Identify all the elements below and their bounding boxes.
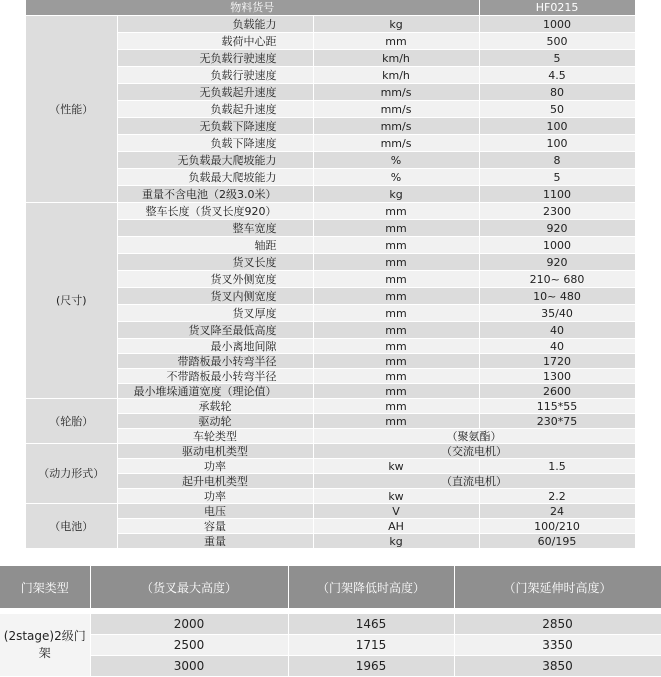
spec-value: 50: [479, 101, 635, 118]
spec-value: 230*75: [479, 414, 635, 429]
spec-value: 5: [479, 169, 635, 186]
spec-name: 货叉长度: [117, 254, 313, 271]
spec-value: 10~ 480: [479, 288, 635, 305]
spec-name: 整车宽度: [117, 220, 313, 237]
spec-unit: mm: [313, 220, 479, 237]
spec-value: 500: [479, 33, 635, 50]
spec-name: 负载起升速度: [117, 101, 313, 118]
category-battery: （电池）: [26, 504, 117, 549]
spec-table: [26, 0, 636, 549]
header-label: 物料货号: [26, 0, 479, 16]
mast-cell: 3350: [454, 635, 661, 656]
spec-name: 无负载最大爬坡能力: [117, 152, 313, 169]
mast-row: [0, 635, 661, 656]
spec-value: （直流电机）: [313, 474, 635, 489]
mast-cell: 2850: [454, 614, 661, 635]
spec-unit: kw: [313, 489, 479, 504]
spec-name: 负载下降速度: [117, 135, 313, 152]
spec-value: 920: [479, 220, 635, 237]
spec-value: 1300: [479, 369, 635, 384]
spec-name: 起升电机类型: [117, 474, 313, 489]
spec-unit: V: [313, 504, 479, 519]
spec-name: 带踏板最小转弯半径: [117, 354, 313, 369]
spec-unit: mm: [313, 305, 479, 322]
spec-value: 920: [479, 254, 635, 271]
mast-cell: 1965: [288, 656, 454, 677]
spec-value: 1000: [479, 16, 635, 33]
spec-unit: mm: [313, 322, 479, 339]
mast-cell: 1465: [288, 614, 454, 635]
spec-value: 100: [479, 135, 635, 152]
category-tires: （轮胎）: [26, 399, 117, 444]
spec-name: 货叉厚度: [117, 305, 313, 322]
spec-unit: mm/s: [313, 101, 479, 118]
spec-unit: mm: [313, 288, 479, 305]
mast-table: [0, 566, 661, 677]
mast-row: [0, 614, 661, 635]
spec-name: 不带踏板最小转弯半径: [117, 369, 313, 384]
spec-value: 100/210: [479, 519, 635, 534]
spec-value: 5: [479, 50, 635, 67]
spec-unit: mm: [313, 384, 479, 399]
mast-type-label: (2stage)2级门架: [0, 614, 90, 677]
spec-unit: %: [313, 152, 479, 169]
mast-header-type: 门架类型: [0, 566, 90, 608]
spec-name: 承载轮: [117, 399, 313, 414]
spec-name: 负载行驶速度: [117, 67, 313, 84]
spec-name: 容量: [117, 519, 313, 534]
spec-name: 电压: [117, 504, 313, 519]
spec-unit: km/h: [313, 67, 479, 84]
spec-name: 整车长度（货叉长度920）: [117, 203, 313, 220]
spec-value: 100: [479, 118, 635, 135]
spec-name: 最小堆垛通道宽度（理论值）: [117, 384, 313, 399]
spec-name: 最小离地间隙: [117, 339, 313, 354]
spec-unit: mm: [313, 33, 479, 50]
spec-name: 车轮类型: [117, 429, 313, 444]
spec-unit: kw: [313, 459, 479, 474]
spec-header-row: [26, 0, 635, 16]
mast-cell: 1715: [288, 635, 454, 656]
category-dimensions: (尺寸): [26, 203, 117, 399]
mast-header-row: [0, 566, 661, 608]
spec-unit: mm/s: [313, 84, 479, 101]
spec-unit: mm: [313, 203, 479, 220]
spec-unit: km/h: [313, 50, 479, 67]
mast-header-lowered-height: （门架降低时高度）: [288, 566, 454, 608]
spec-value: 35/40: [479, 305, 635, 322]
spec-name: 功率: [117, 459, 313, 474]
spec-unit: kg: [313, 186, 479, 203]
spec-value: 2300: [479, 203, 635, 220]
spec-name: 负载能力: [117, 16, 313, 33]
spec-value: 4.5: [479, 67, 635, 84]
spec-value: 2.2: [479, 489, 635, 504]
spec-unit: mm: [313, 399, 479, 414]
spec-unit: kg: [313, 16, 479, 33]
spec-value: 2600: [479, 384, 635, 399]
spec-name: 驱动轮: [117, 414, 313, 429]
mast-cell: 2000: [90, 614, 288, 635]
spec-value: （聚氨酯）: [313, 429, 635, 444]
spec-value: 80: [479, 84, 635, 101]
spec-value: 1720: [479, 354, 635, 369]
category-power: （动力形式）: [26, 444, 117, 504]
spec-value: 60/195: [479, 534, 635, 549]
spec-value: （交流电机）: [313, 444, 635, 459]
spec-name: 无负载行驶速度: [117, 50, 313, 67]
spec-name: 货叉外侧宽度: [117, 271, 313, 288]
spec-name: 负载最大爬坡能力: [117, 169, 313, 186]
spec-value: 40: [479, 339, 635, 354]
spec-value: 40: [479, 322, 635, 339]
mast-cell: 3000: [90, 656, 288, 677]
mast-header-fork-height: （货叉最大高度）: [90, 566, 288, 608]
spec-name: 重量: [117, 534, 313, 549]
header-model: HF0215: [479, 0, 635, 16]
mast-header-extended-height: （门架延伸时高度）: [454, 566, 661, 608]
spec-unit: %: [313, 169, 479, 186]
spec-value: 115*55: [479, 399, 635, 414]
spec-unit: mm/s: [313, 135, 479, 152]
mast-cell: 3850: [454, 656, 661, 677]
spec-value: 1.5: [479, 459, 635, 474]
spec-name: 载荷中心距: [117, 33, 313, 50]
spec-unit: mm/s: [313, 118, 479, 135]
spec-name: 无负载下降速度: [117, 118, 313, 135]
spec-unit: mm: [313, 339, 479, 354]
spec-name: 轴距: [117, 237, 313, 254]
spec-unit: mm: [313, 414, 479, 429]
spec-unit: kg: [313, 534, 479, 549]
spec-unit: mm: [313, 237, 479, 254]
spec-unit: mm: [313, 354, 479, 369]
spec-unit: mm: [313, 254, 479, 271]
spec-unit: AH: [313, 519, 479, 534]
mast-row: [0, 656, 661, 677]
spec-name: 重量不含电池（2级3.0米）: [117, 186, 313, 203]
spec-value: 8: [479, 152, 635, 169]
category-performance: （性能）: [26, 16, 117, 203]
spec-unit: mm: [313, 369, 479, 384]
spec-value: 24: [479, 504, 635, 519]
spec-name: 货叉降至最低高度: [117, 322, 313, 339]
spec-value: 1100: [479, 186, 635, 203]
spec-name: 驱动电机类型: [117, 444, 313, 459]
mast-cell: 2500: [90, 635, 288, 656]
spec-value: 1000: [479, 237, 635, 254]
spec-name: 功率: [117, 489, 313, 504]
spec-unit: mm: [313, 271, 479, 288]
spec-name: 货叉内侧宽度: [117, 288, 313, 305]
spec-value: 210~ 680: [479, 271, 635, 288]
spec-name: 无负载起升速度: [117, 84, 313, 101]
